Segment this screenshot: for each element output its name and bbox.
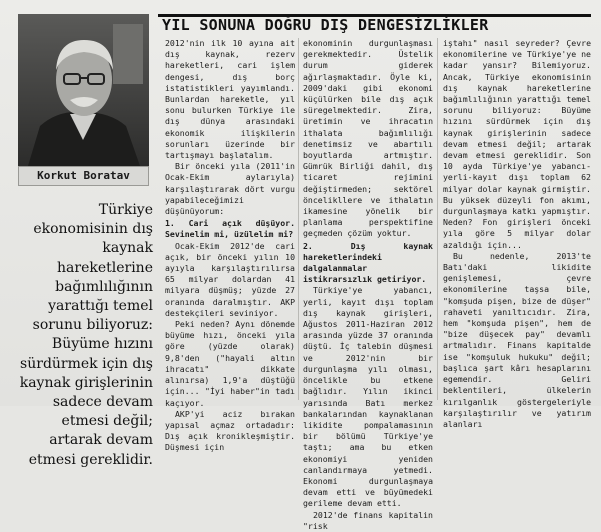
column-divider [437, 38, 438, 400]
paragraph: 2012'de finans kapitalin "risk [303, 509, 433, 531]
column-divider [298, 38, 299, 400]
paragraph: Ocak-Ekim 2012'de cari açık, bir önceki yılın 10 ayıyla karşılaştırılırsa 65 milyar dolardan 41 milyara düşmüş; yüzde 27 oranında daralmıştır. AKP destekçileri seviniyor. [165, 240, 295, 318]
paragraph: ekonominin durgunlaşması gerekmektedir. Üstelik durum giderek ağırlaşmaktadır. Öyle ki, 2009'daki gibi ekonomi küçülürken bile dış açık süregelmektedir. Zira, üretimin ve ihracatın ithalata bağımlılığı denetimsiz ve abartılı boyutlarda artmıştır. Gümrük Birliği dahil, dış ticaret rejimini değiştirmeden; sektörel öncelikllere ve ithalatın ikamesine yönelik bir planlama perspektifine geçmeden çözüm yoktur. [303, 38, 433, 239]
article-column-1 [165, 38, 295, 454]
article-column-2 [303, 38, 433, 532]
paragraph: Bir önceki yıla (2011'in Ocak-Ekim aylarıyla) karşılaştırarak dört vurgu yapabileceğimizi düşünüyorum: [165, 161, 295, 217]
paragraph: Bu nedenle, 2013'te Batı'daki likidite genişlemesi, çevre ekonomilerine taşsa bile, "komşuda pişen, bize de düşer" rahaveti yanıltıcıdır. Zira, hem "komşuda pişen", hem de "bize düşecek pay" devamlı artmalıdır. Finans kapitalde ise "komşuluk hukuku" değil; başlıca şart kârı hesaplarını egemendir. Geliri beklentileri, ülkelerin kırılganlık göstergeleriyle karşılaştırılır ve yatırım alanları [443, 250, 591, 429]
article-headline: YIL SONUNA DOĞRU DIŞ DENGESİZLİKLER [162, 16, 489, 34]
pull-quote: Türkiye ekonomisinin dış kaynak hareketlerine bağımlılığının yarattığı temel sorunu biliyoruz: Büyüme hızını sürdürmek için dış kaynak girişlerinin sadece devam etmesi değil; artarak devam etmesi gereklidir. [19, 202, 153, 468]
paragraph: AKP'yi aciz bırakan yapısal açmaz ortadadır: Dış açık kronikleşmiştir. Düşmesi için [165, 408, 295, 453]
article-column-3 [443, 38, 591, 430]
author-photo [18, 14, 149, 166]
author-byline: Korkut Boratav [18, 166, 149, 186]
author-portrait [18, 14, 149, 166]
paragraph: Peki neden? Aynı dönemde büyüme hızı, önceki yıla göre (yüzde olarak) 9,8'den ("hayali altın ihracatı" dikkate alınırsa) 1,9'a düştüğü için... "İyi haber"in tadı kaçıyor. [165, 319, 295, 408]
paragraph: 2012'nin ilk 10 ayına ait dış kaynak, rezerv hareketleri, cari işlem dengesi, dış borç istatistikleri yayımlandı. Bunlardan hareketle, yıl sonu bulurken Türkiye ile dış dünya arasındaki ekonomik ilişkilerin sorunları üzerinde bir tartışmayı başlatalım. [165, 38, 295, 161]
paragraph: iştahı" nasıl seyreder? Çevre ekonomilerine ve Türkiye'ye ne kadar yansır? Bilemiyoruz. Ancak, Türkiye ekonomisinin dış kaynak hareketlerine bağımlılığının yarattığı temel sorunu biliyoruz: Büyüme hızını sürdürmek için dış kaynak girişlerinin sadece devam etmesi değil; artarak devam etmesi gereklidir. Son 10 ayda Türkiye'ye yabancı-yerli-kayıt dışı toplam 62 milyar dolar kaynak girmiştir. Bu yüksek düzeyli fon akımı, durgunlaşmaya katkı yapmıştır. Neden? Fon girişleri önceki yıla göre 5 milyar dolar azaldığı için... [443, 38, 591, 250]
paragraph: Türkiye'ye yabancı, yerli, kayıt dışı toplam dış kaynak girişleri, Ağustos 2011-Haziran 2012 arasında yüzde 37 oranında düştü. İç talebin düşmesi ve 2012'nin bir durgunlaşma yılı olması, öncelikle bu etkene bağlıdır. Yılın ikinci yarısında Batı merkez bankalarından kaynaklanan likidite pompalamasının bir bölümü Türkiye'ye taştı; ama bu etken ekonomiyi yeniden canlandırmaya yetmedi. Ekonomi durgunlaşmaya devam etti ve büyümedeki gerileme devam etti. [303, 285, 433, 509]
subheading: 1. Cari açık düşüyor. Sevinelim mi, üzülelim mi? [165, 218, 295, 240]
subheading: 2. Dış kaynak hareketlerindeki dalgalanmalar istikrarsızlık getiriyor. [303, 240, 433, 285]
